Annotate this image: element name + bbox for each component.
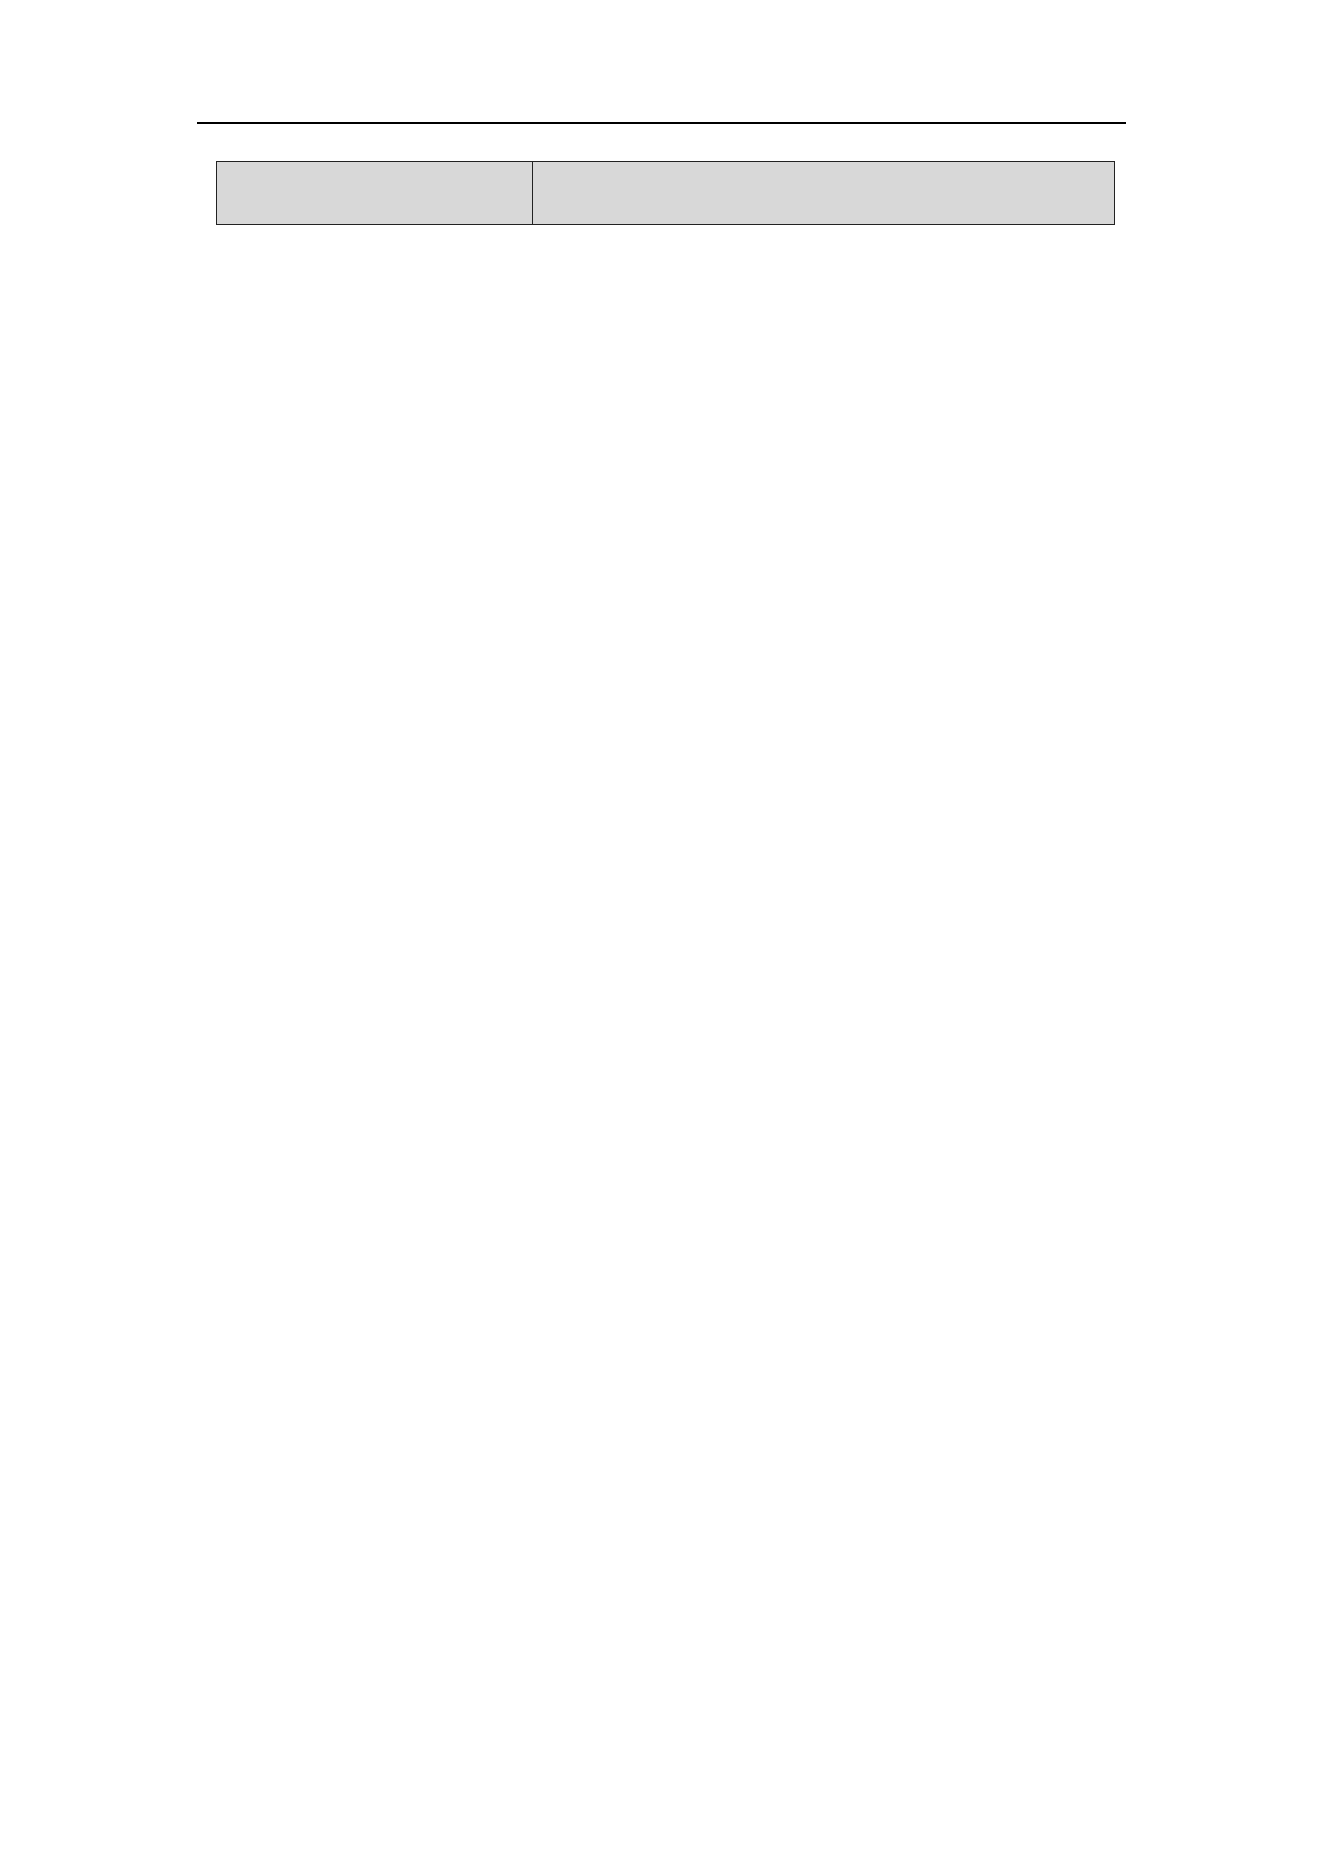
table-header-cell [217, 162, 533, 225]
table-header-row [217, 162, 1115, 225]
header-rule [197, 122, 1126, 124]
table-header-cell [533, 162, 1115, 225]
spec-table [216, 161, 1115, 225]
